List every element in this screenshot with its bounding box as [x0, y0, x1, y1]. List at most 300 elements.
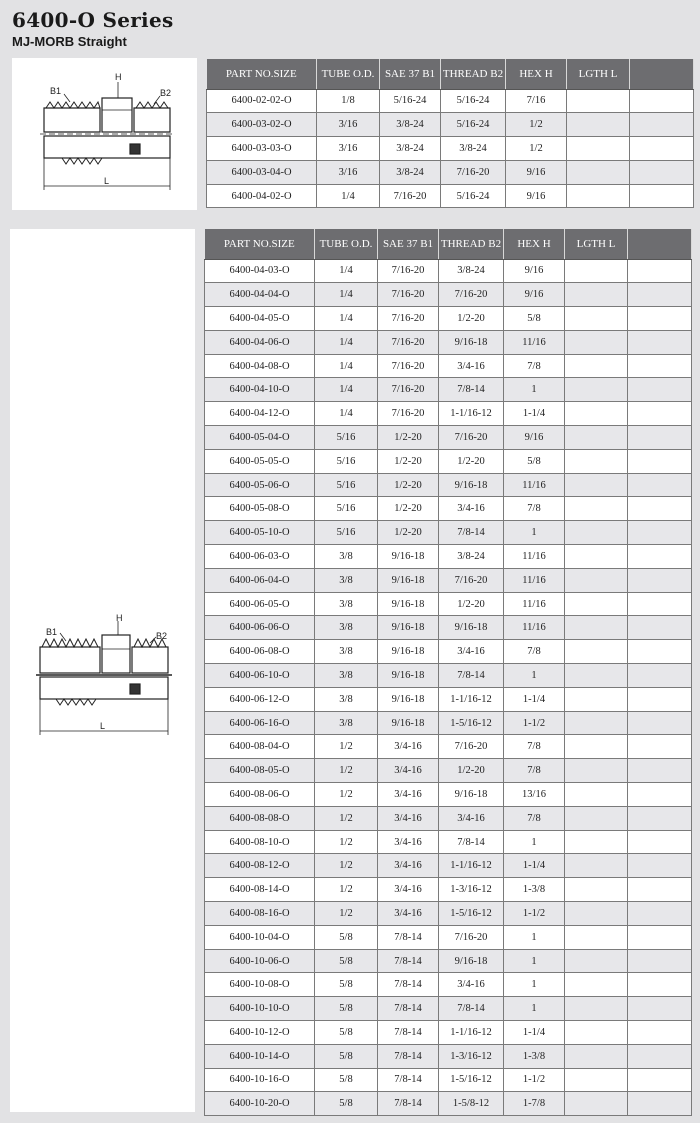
- extra-cell: [628, 735, 692, 759]
- table-row: [207, 160, 694, 184]
- hex-h-cell: 13/16: [504, 783, 565, 807]
- thread-b2-cell: 5/16-24: [441, 89, 506, 113]
- hex-h-cell: 11/16: [504, 592, 565, 616]
- thread-b2-cell: 7/16-20: [439, 925, 504, 949]
- extra-cell: [628, 925, 692, 949]
- thread-b2-cell: 9/16-18: [439, 616, 504, 640]
- extra-cell: [628, 997, 692, 1021]
- lgth-l-cell: [565, 592, 628, 616]
- table-row: [205, 830, 692, 854]
- table-header-row: [205, 229, 692, 259]
- lgth-l-cell: [565, 283, 628, 307]
- col-thread-b2: THREAD B2: [439, 229, 504, 259]
- extra-cell: [628, 854, 692, 878]
- tube-od-cell: 3/16: [317, 160, 380, 184]
- part-no-cell: 6400-06-05-O: [205, 592, 315, 616]
- hex-h-cell: 9/16: [506, 184, 567, 208]
- lgth-l-cell: [565, 497, 628, 521]
- tube-od-cell: 1/2: [315, 902, 378, 926]
- sae-b1-cell: 7/8-14: [378, 1068, 439, 1092]
- spec-table-1: [206, 59, 694, 208]
- sae-b1-cell: 3/8-24: [380, 113, 441, 137]
- hex-h-cell: 9/16: [504, 426, 565, 450]
- extra-cell: [628, 973, 692, 997]
- part-no-cell: 6400-06-04-O: [205, 568, 315, 592]
- table-row: [205, 402, 692, 426]
- lgth-l-cell: [565, 759, 628, 783]
- part-no-cell: 6400-04-06-O: [205, 330, 315, 354]
- thread-b2-cell: 3/4-16: [439, 497, 504, 521]
- tube-od-cell: 5/16: [315, 521, 378, 545]
- thread-b2-cell: 7/8-14: [439, 830, 504, 854]
- part-no-cell: 6400-08-12-O: [205, 854, 315, 878]
- tube-od-cell: 5/8: [315, 1092, 378, 1116]
- table-row: [205, 854, 692, 878]
- table-row: [205, 473, 692, 497]
- hex-h-cell: 1: [504, 925, 565, 949]
- table-row: [205, 973, 692, 997]
- extra-cell: [630, 89, 694, 113]
- extra-cell: [628, 687, 692, 711]
- col-part-no: PART NO.SIZE: [205, 229, 315, 259]
- part-no-cell: 6400-04-05-O: [205, 307, 315, 331]
- tube-od-cell: 3/8: [315, 545, 378, 569]
- part-no-cell: 6400-08-14-O: [205, 878, 315, 902]
- tube-od-cell: 5/16: [315, 426, 378, 450]
- table-header-row: [207, 59, 694, 89]
- tube-od-cell: 5/16: [315, 449, 378, 473]
- label-b2: B2: [160, 88, 172, 98]
- hex-h-cell: 11/16: [504, 473, 565, 497]
- hex-h-cell: 1: [504, 997, 565, 1021]
- part-no-cell: 6400-02-02-O: [207, 89, 317, 113]
- extra-cell: [628, 1092, 692, 1116]
- table-row: [207, 113, 694, 137]
- thread-b2-cell: 1/2-20: [439, 449, 504, 473]
- tube-od-cell: 5/8: [315, 949, 378, 973]
- thread-b2-cell: 5/16-24: [441, 113, 506, 137]
- hex-h-cell: 11/16: [504, 330, 565, 354]
- sae-b1-cell: 3/4-16: [378, 830, 439, 854]
- col-lgth-l: LGTH L: [567, 59, 630, 89]
- sae-b1-cell: 3/8-24: [380, 137, 441, 161]
- tube-od-cell: 3/8: [315, 568, 378, 592]
- sae-b1-cell: 9/16-18: [378, 592, 439, 616]
- part-no-cell: 6400-04-08-O: [205, 354, 315, 378]
- tube-od-cell: 1/2: [315, 806, 378, 830]
- thread-b2-cell: 1-1/16-12: [439, 1021, 504, 1045]
- thread-b2-cell: 7/16-20: [439, 426, 504, 450]
- thread-b2-cell: 1/2-20: [439, 592, 504, 616]
- sae-b1-cell: 7/8-14: [378, 1021, 439, 1045]
- part-no-cell: 6400-04-10-O: [205, 378, 315, 402]
- thread-b2-cell: 1-5/8-12: [439, 1092, 504, 1116]
- lgth-l-cell: [565, 449, 628, 473]
- part-no-cell: 6400-08-05-O: [205, 759, 315, 783]
- sae-b1-cell: 1/2-20: [378, 521, 439, 545]
- hex-h-cell: 1-1/4: [504, 1021, 565, 1045]
- lgth-l-cell: [565, 354, 628, 378]
- sae-b1-cell: 3/4-16: [378, 854, 439, 878]
- thread-b2-cell: 3/8-24: [441, 137, 506, 161]
- table-row: [205, 806, 692, 830]
- thread-b2-cell: 3/8-24: [439, 259, 504, 283]
- tube-od-cell: 3/8: [315, 592, 378, 616]
- tube-od-cell: 3/8: [315, 664, 378, 688]
- hex-h-cell: 5/8: [504, 307, 565, 331]
- lgth-l-cell: [565, 568, 628, 592]
- hex-h-cell: 1: [504, 949, 565, 973]
- hex-h-cell: 7/8: [504, 497, 565, 521]
- hex-h-cell: 1-7/8: [504, 1092, 565, 1116]
- hex-h-cell: 7/8: [504, 354, 565, 378]
- label-b1: B1: [50, 86, 62, 96]
- sae-b1-cell: 9/16-18: [378, 616, 439, 640]
- sae-b1-cell: 7/16-20: [380, 184, 441, 208]
- part-no-cell: 6400-08-10-O: [205, 830, 315, 854]
- table-row: [207, 137, 694, 161]
- thread-b2-cell: 3/8-24: [439, 545, 504, 569]
- sae-b1-cell: 1/2-20: [378, 473, 439, 497]
- thread-b2-cell: 7/16-20: [441, 160, 506, 184]
- thread-b2-cell: 5/16-24: [441, 184, 506, 208]
- part-no-cell: 6400-05-04-O: [205, 426, 315, 450]
- extra-cell: [628, 378, 692, 402]
- hex-h-cell: 7/8: [504, 806, 565, 830]
- tube-od-cell: 1/4: [315, 378, 378, 402]
- tube-od-cell: 5/8: [315, 925, 378, 949]
- lgth-l-cell: [565, 830, 628, 854]
- table-row: [205, 759, 692, 783]
- sae-b1-cell: 9/16-18: [378, 545, 439, 569]
- col-sae-b1: SAE 37 B1: [378, 229, 439, 259]
- lgth-l-cell: [565, 711, 628, 735]
- sae-b1-cell: 3/4-16: [378, 806, 439, 830]
- lgth-l-cell: [567, 160, 630, 184]
- table-row: [205, 449, 692, 473]
- lgth-l-cell: [565, 997, 628, 1021]
- table-row: [205, 259, 692, 283]
- tube-od-cell: 3/8: [315, 687, 378, 711]
- extra-cell: [628, 664, 692, 688]
- label-l: L: [100, 721, 106, 731]
- table-row: [205, 1044, 692, 1068]
- thread-b2-cell: 3/4-16: [439, 973, 504, 997]
- part-no-cell: 6400-05-08-O: [205, 497, 315, 521]
- col-lgth-l: LGTH L: [565, 229, 628, 259]
- table-row: [205, 330, 692, 354]
- lgth-l-cell: [565, 307, 628, 331]
- extra-cell: [628, 759, 692, 783]
- part-no-cell: 6400-06-03-O: [205, 545, 315, 569]
- label-h: H: [115, 72, 122, 82]
- sae-b1-cell: 1/2-20: [378, 497, 439, 521]
- table-row: [205, 568, 692, 592]
- part-no-cell: 6400-10-12-O: [205, 1021, 315, 1045]
- spec-table-2: [204, 229, 692, 1116]
- hex-h-cell: 1/2: [506, 113, 567, 137]
- thread-b2-cell: 3/4-16: [439, 354, 504, 378]
- extra-cell: [628, 902, 692, 926]
- sae-b1-cell: 3/4-16: [378, 735, 439, 759]
- extra-cell: [628, 878, 692, 902]
- thread-b2-cell: 7/8-14: [439, 664, 504, 688]
- sae-b1-cell: 9/16-18: [378, 568, 439, 592]
- extra-cell: [628, 711, 692, 735]
- lgth-l-cell: [565, 1044, 628, 1068]
- table-row: [205, 307, 692, 331]
- table-row: [205, 497, 692, 521]
- part-no-cell: 6400-06-08-O: [205, 640, 315, 664]
- table-row: [205, 711, 692, 735]
- hex-h-cell: 9/16: [504, 283, 565, 307]
- thread-b2-cell: 1-1/16-12: [439, 687, 504, 711]
- thread-b2-cell: 3/4-16: [439, 640, 504, 664]
- lgth-l-cell: [565, 687, 628, 711]
- part-no-cell: 6400-08-08-O: [205, 806, 315, 830]
- sae-b1-cell: 7/8-14: [378, 925, 439, 949]
- thread-b2-cell: 7/8-14: [439, 521, 504, 545]
- label-b2: B2: [156, 631, 168, 641]
- table-row: [205, 687, 692, 711]
- tube-od-cell: 3/16: [317, 113, 380, 137]
- fitting-drawing-1: [12, 58, 197, 210]
- extra-cell: [628, 330, 692, 354]
- part-no-cell: 6400-03-04-O: [207, 160, 317, 184]
- sae-b1-cell: 7/8-14: [378, 997, 439, 1021]
- lgth-l-cell: [565, 1021, 628, 1045]
- extra-cell: [628, 1044, 692, 1068]
- extra-cell: [628, 783, 692, 807]
- sae-b1-cell: 7/8-14: [378, 1044, 439, 1068]
- fitting-body: [36, 621, 172, 735]
- extra-cell: [630, 160, 694, 184]
- sae-b1-cell: 1/2-20: [378, 426, 439, 450]
- extra-cell: [628, 592, 692, 616]
- lgth-l-cell: [565, 1092, 628, 1116]
- hex-h-cell: 7/8: [504, 759, 565, 783]
- thread-b2-cell: 7/16-20: [439, 735, 504, 759]
- hex-h-cell: 11/16: [504, 545, 565, 569]
- table-row: [205, 664, 692, 688]
- hex-h-cell: 7/16: [506, 89, 567, 113]
- table-row: [205, 783, 692, 807]
- hex-h-cell: 1: [504, 378, 565, 402]
- thread-b2-cell: 1-5/16-12: [439, 1068, 504, 1092]
- extra-cell: [628, 426, 692, 450]
- hex-h-cell: 1-1/2: [504, 711, 565, 735]
- extra-cell: [628, 949, 692, 973]
- hex-h-cell: 1: [504, 973, 565, 997]
- lgth-l-cell: [565, 545, 628, 569]
- tube-od-cell: 1/4: [315, 259, 378, 283]
- fitting-drawing-2: [10, 229, 195, 1112]
- part-no-cell: 6400-05-10-O: [205, 521, 315, 545]
- lgth-l-cell: [565, 1068, 628, 1092]
- tube-od-cell: 1/2: [315, 878, 378, 902]
- thread-b2-cell: 1-3/16-12: [439, 878, 504, 902]
- extra-cell: [628, 449, 692, 473]
- part-no-cell: 6400-06-06-O: [205, 616, 315, 640]
- fitting-body: [40, 82, 174, 190]
- lgth-l-cell: [565, 640, 628, 664]
- tube-od-cell: 3/8: [315, 711, 378, 735]
- part-no-cell: 6400-03-02-O: [207, 113, 317, 137]
- extra-cell: [628, 545, 692, 569]
- label-h: H: [116, 613, 123, 623]
- col-sae-b1: SAE 37 B1: [380, 59, 441, 89]
- tube-od-cell: 3/16: [317, 137, 380, 161]
- table-row: [205, 997, 692, 1021]
- sae-b1-cell: 3/4-16: [378, 902, 439, 926]
- tube-od-cell: 5/16: [315, 497, 378, 521]
- thread-b2-cell: 7/16-20: [439, 568, 504, 592]
- table-row: [205, 592, 692, 616]
- thread-b2-cell: 7/16-20: [439, 283, 504, 307]
- lgth-l-cell: [565, 878, 628, 902]
- tube-od-cell: 1/4: [315, 402, 378, 426]
- table-row: [207, 89, 694, 113]
- sae-b1-cell: 5/16-24: [380, 89, 441, 113]
- table-row: [205, 925, 692, 949]
- extra-cell: [628, 616, 692, 640]
- extra-cell: [628, 1068, 692, 1092]
- table-row: [205, 354, 692, 378]
- extra-cell: [630, 137, 694, 161]
- part-no-cell: 6400-04-12-O: [205, 402, 315, 426]
- thread-b2-cell: 7/8-14: [439, 997, 504, 1021]
- lgth-l-cell: [565, 854, 628, 878]
- hex-h-cell: 11/16: [504, 568, 565, 592]
- col-tube-od: TUBE O.D.: [315, 229, 378, 259]
- part-no-cell: 6400-05-05-O: [205, 449, 315, 473]
- hex-h-cell: 1/2: [506, 137, 567, 161]
- col-hex-h: HEX H: [506, 59, 567, 89]
- part-no-cell: 6400-04-04-O: [205, 283, 315, 307]
- hex-h-cell: 1: [504, 521, 565, 545]
- hex-h-cell: 5/8: [504, 449, 565, 473]
- part-no-cell: 6400-08-04-O: [205, 735, 315, 759]
- lgth-l-cell: [567, 89, 630, 113]
- sae-b1-cell: 1/2-20: [378, 449, 439, 473]
- table-row: [205, 378, 692, 402]
- tube-od-cell: 5/8: [315, 997, 378, 1021]
- sae-b1-cell: 3/4-16: [378, 759, 439, 783]
- hex-h-cell: 1-1/4: [504, 687, 565, 711]
- part-no-cell: 6400-06-12-O: [205, 687, 315, 711]
- extra-cell: [628, 640, 692, 664]
- table-body-2: [205, 259, 692, 1116]
- thread-b2-cell: 3/4-16: [439, 806, 504, 830]
- table-row: [207, 184, 694, 208]
- hex-h-cell: 1-1/4: [504, 854, 565, 878]
- table-row: [205, 878, 692, 902]
- lgth-l-cell: [565, 925, 628, 949]
- extra-cell: [628, 307, 692, 331]
- tube-od-cell: 1/2: [315, 783, 378, 807]
- extra-cell: [628, 473, 692, 497]
- thread-b2-cell: 9/16-18: [439, 473, 504, 497]
- tube-od-cell: 1/4: [315, 283, 378, 307]
- sae-b1-cell: 7/8-14: [378, 973, 439, 997]
- tube-od-cell: 5/8: [315, 1021, 378, 1045]
- lgth-l-cell: [565, 521, 628, 545]
- label-l: L: [104, 176, 110, 186]
- sae-b1-cell: 3/4-16: [378, 878, 439, 902]
- extra-cell: [628, 497, 692, 521]
- page-title: 6400-O Series: [12, 8, 174, 32]
- thread-b2-cell: 1-5/16-12: [439, 902, 504, 926]
- thread-b2-cell: 1-1/16-12: [439, 402, 504, 426]
- part-no-cell: 6400-10-14-O: [205, 1044, 315, 1068]
- extra-cell: [628, 806, 692, 830]
- lgth-l-cell: [565, 735, 628, 759]
- lgth-l-cell: [565, 806, 628, 830]
- lgth-l-cell: [565, 783, 628, 807]
- hex-h-cell: 11/16: [504, 616, 565, 640]
- part-no-cell: 6400-05-06-O: [205, 473, 315, 497]
- hex-h-cell: 1-3/8: [504, 1044, 565, 1068]
- tube-od-cell: 1/2: [315, 759, 378, 783]
- thread-b2-cell: 7/8-14: [439, 378, 504, 402]
- part-no-cell: 6400-08-16-O: [205, 902, 315, 926]
- lgth-l-cell: [565, 426, 628, 450]
- sae-b1-cell: 7/16-20: [378, 378, 439, 402]
- lgth-l-cell: [565, 664, 628, 688]
- extra-cell: [628, 283, 692, 307]
- part-no-cell: 6400-10-20-O: [205, 1092, 315, 1116]
- hex-h-cell: 1-3/8: [504, 878, 565, 902]
- lgth-l-cell: [567, 113, 630, 137]
- sae-b1-cell: 7/16-20: [378, 259, 439, 283]
- table-row: [205, 1092, 692, 1116]
- extra-cell: [630, 113, 694, 137]
- tube-od-cell: 1/4: [315, 354, 378, 378]
- part-no-cell: 6400-06-10-O: [205, 664, 315, 688]
- hex-h-cell: 1-1/2: [504, 1068, 565, 1092]
- lgth-l-cell: [565, 949, 628, 973]
- part-no-cell: 6400-10-16-O: [205, 1068, 315, 1092]
- extra-cell: [628, 259, 692, 283]
- tube-od-cell: 1/2: [315, 854, 378, 878]
- extra-cell: [630, 184, 694, 208]
- sae-b1-cell: 3/4-16: [378, 783, 439, 807]
- thread-b2-cell: 1-1/16-12: [439, 854, 504, 878]
- hex-h-cell: 7/8: [504, 640, 565, 664]
- part-no-cell: 6400-10-08-O: [205, 973, 315, 997]
- table-row: [205, 640, 692, 664]
- extra-cell: [628, 1021, 692, 1045]
- lgth-l-cell: [565, 330, 628, 354]
- table-row: [205, 616, 692, 640]
- label-b1: B1: [46, 627, 58, 637]
- hex-h-cell: 7/8: [504, 735, 565, 759]
- tube-od-cell: 1/4: [315, 330, 378, 354]
- thread-b2-cell: 1/2-20: [439, 307, 504, 331]
- col-extra: [628, 229, 692, 259]
- table-row: [205, 283, 692, 307]
- col-extra: [630, 59, 694, 89]
- extra-cell: [628, 568, 692, 592]
- table-row: [205, 1068, 692, 1092]
- lgth-l-cell: [565, 378, 628, 402]
- extra-cell: [628, 521, 692, 545]
- thread-b2-cell: 1-5/16-12: [439, 711, 504, 735]
- tube-od-cell: 5/16: [315, 473, 378, 497]
- lgth-l-cell: [565, 402, 628, 426]
- thread-b2-cell: 1/2-20: [439, 759, 504, 783]
- part-no-cell: 6400-04-03-O: [205, 259, 315, 283]
